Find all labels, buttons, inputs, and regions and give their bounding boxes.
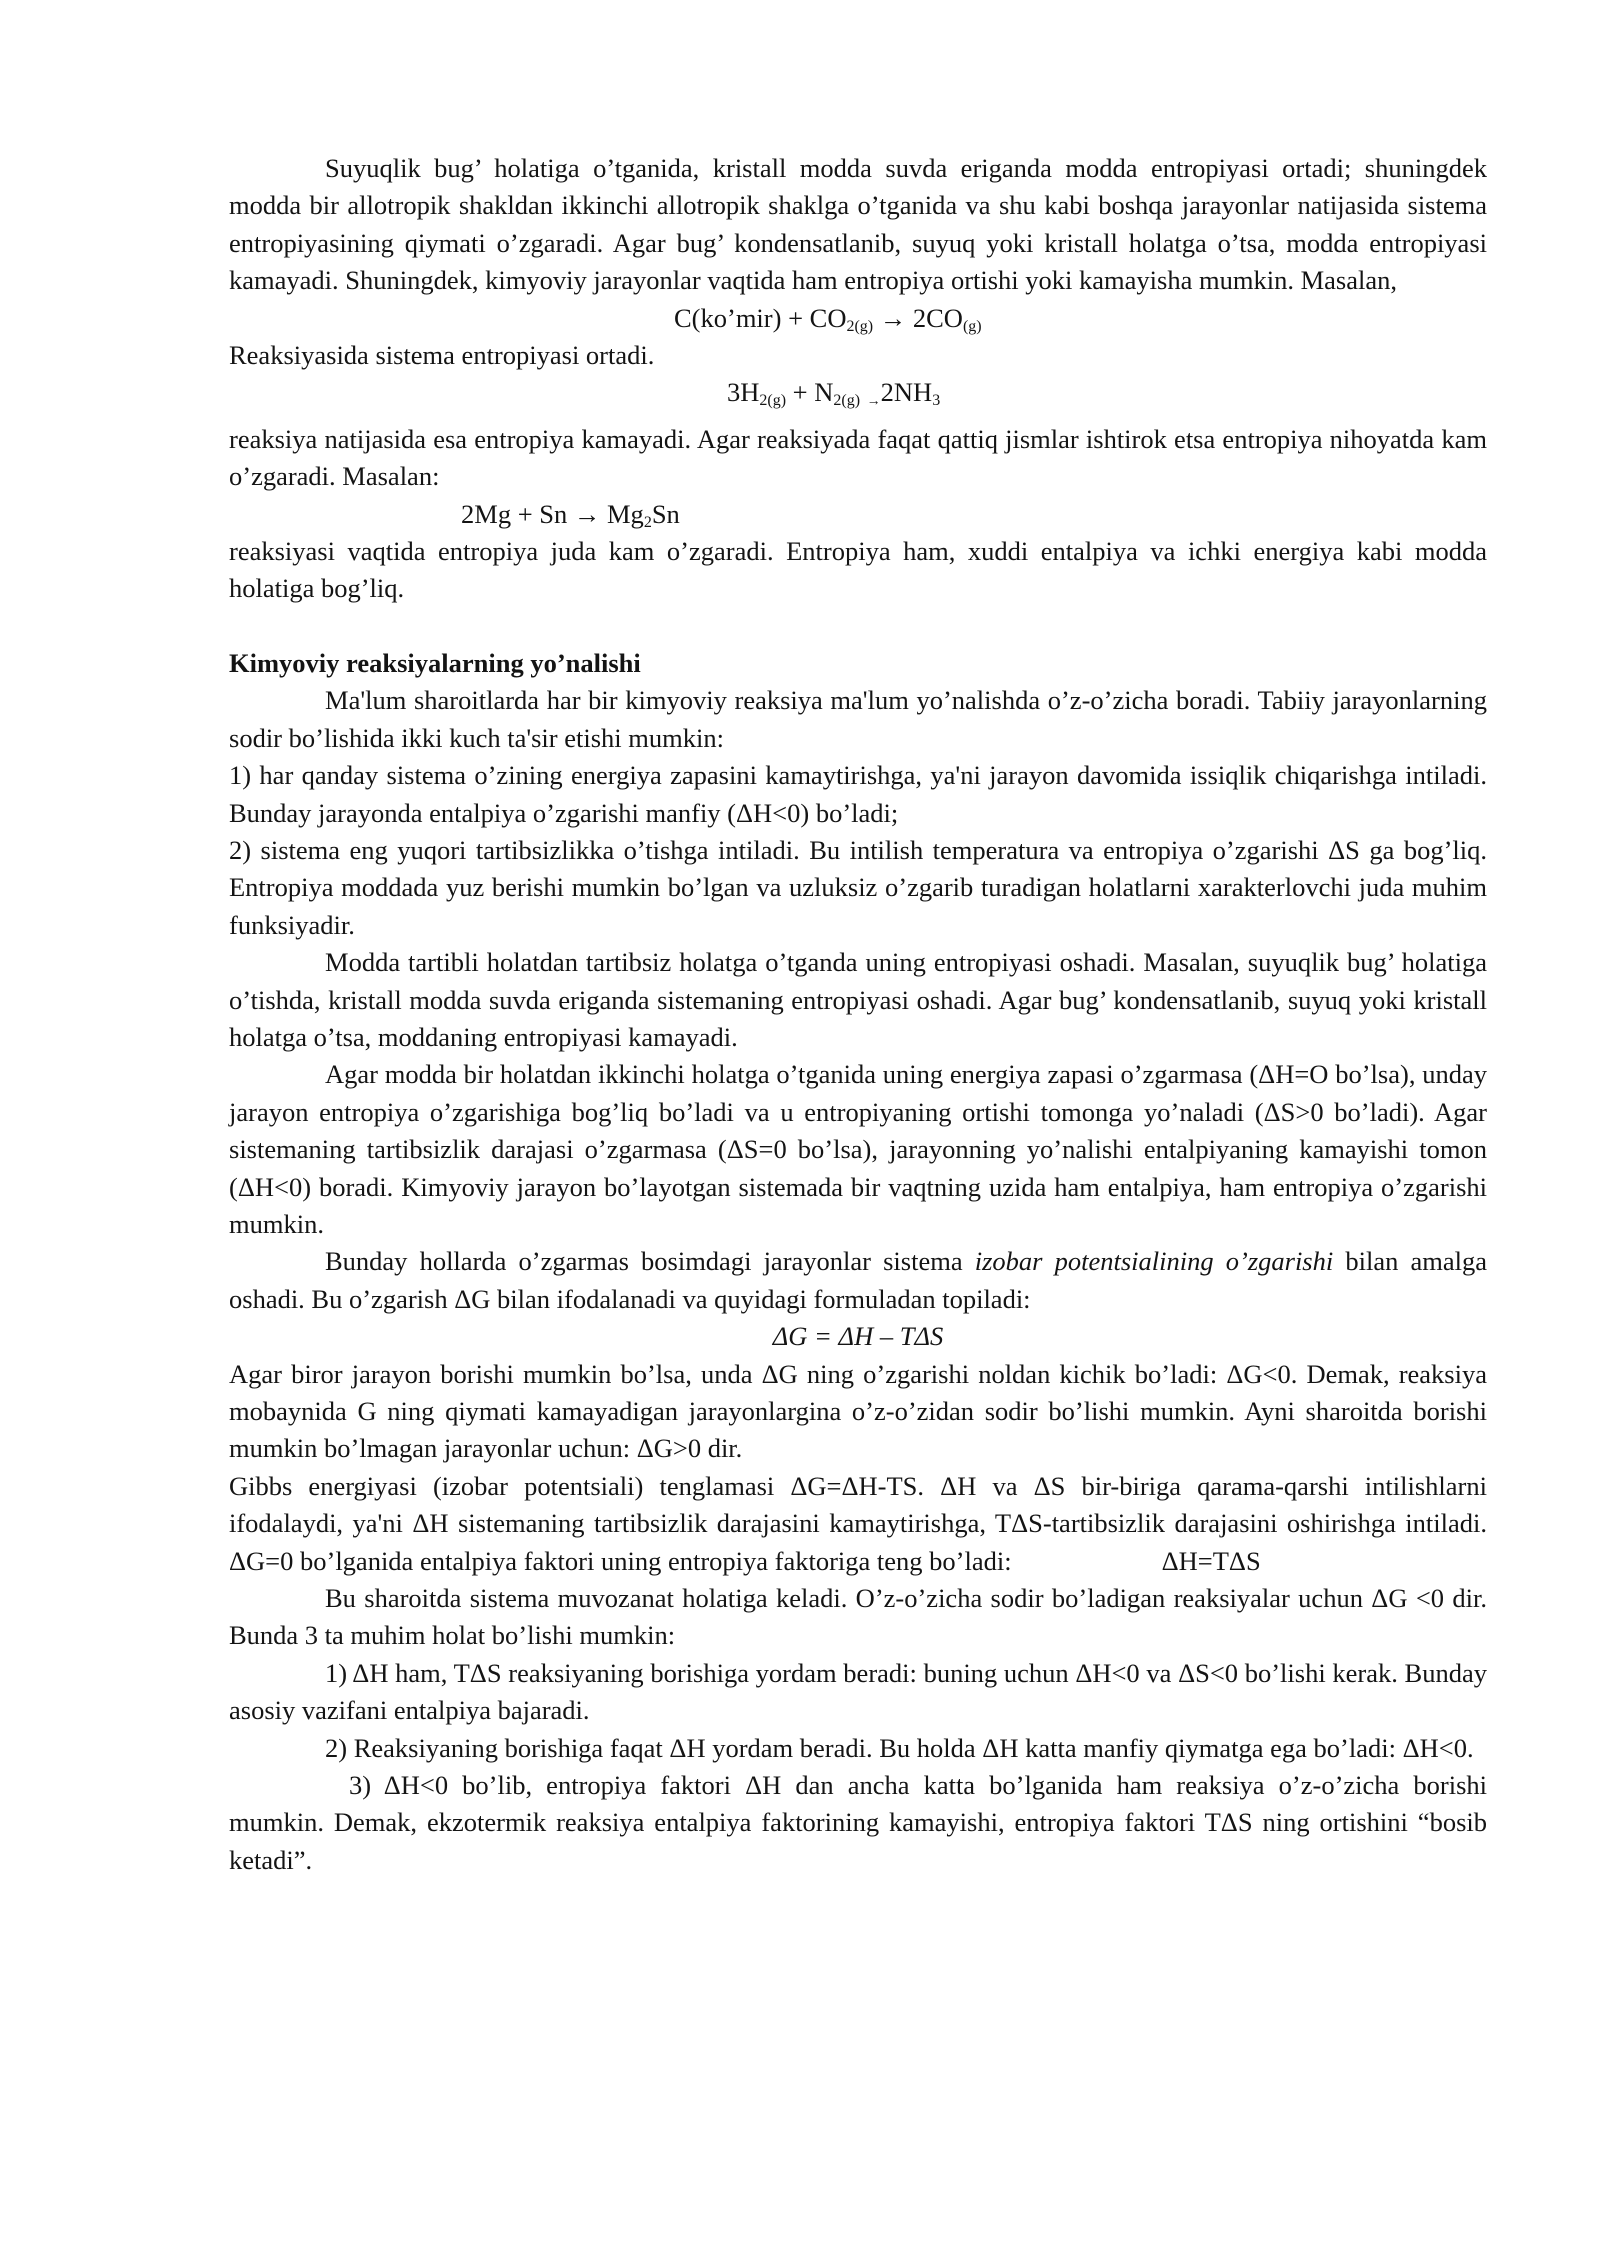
paragraph: Reaksiyasida sistema entropiyasi ortadi. [229, 340, 655, 371]
case-item: 3) ΔH<0 bo’lib, entropiya faktori ΔH dan ancha katta bo’lganida ham reaksiya o’z-o’zicha borishi mumkin. Demak, ekzotermik reaksiya entalpiya faktorining kamayishi, entropiya faktori TΔS ning ortishini “bosib ketadi”. [229, 1770, 1487, 1875]
paragraph: Bu sharoitda sistema muvozanat holatiga keladi. O’z-o’zicha sodir bo’ladigan reaksiyalar uchun ΔG <0 dir. Bunda 3 ta muhim holat bo’lishi mumkin: [229, 1583, 1487, 1651]
equation-ammonia: $3H_{2(g)} + N_{2(g)} \to 2NH_3$ [727, 377, 941, 410]
paragraph: Suyuqlik bug’ holatiga o’tganida, kristall modda suvda eriganda modda entropiyasi ortadi; shuningdek modda bir allotropik shakldan ikkinchi allotropik shaklga o’tganida va shu kabi boshqa jarayonlar natijasida sistema entropiyasining qiymati o’zgaradi. Agar bug’ kondensatlanib, suyuq yoki kristall holatga o’tsa, modda entropiyasi kamayadi. Shuningdek, kimyoviy jarayonlar vaqtida ham entropiya ortishi yoki kamayisha mumkin. Masalan, [229, 153, 1487, 296]
equation-mg2sn: $2Mg + Sn \to Mg_2Sn$ [461, 498, 680, 531]
equation-carbon-co2: C(ko’mir) + $CO_{2(g)} \to 2CO_{(g)}$ [674, 302, 982, 335]
section-heading: Kimyoviy reaksiyalarning yo’nalishi [229, 647, 641, 678]
document-page [229, 150, 1487, 1879]
paragraph: Ma'lum sharoitlarda har bir kimyoviy reaksiya ma'lum yo’nalishda o’z-o’zicha boradi. Tabiiy jarayonlarning sodir bo’lishida ikki kuch ta'sir etishi mumkin: [229, 685, 1487, 753]
paragraph: Gibbs energiyasi (izobar potentsiali) tenglamasi ΔG=ΔH-TS. ΔH va ΔS bir-biriga qarama-qarshi intilishlarni ifodalaydi, ya'ni ΔH sistemaning tartibsizlik darajasini kamaytirishga, TΔS-tartibsizlik darajasini oshirishga intiladi. ΔG=0 bo’lganida entalpiya faktori uning entropiya faktoriga teng bo’ladi: ΔH=TΔS [229, 1470, 1487, 1576]
italic-term: izobar potentsialining o’zgarishi [974, 1246, 1334, 1277]
paragraph: Agar modda bir holatdan ikkinchi holatga o’tganida uning energiya zapasi o’zgarmasa (ΔH=O bo’lsa), unday jarayon entropiya o’zgarishiga bog’liq bo’ladi va u entropiyaning ortishi tomonga yo’naladi (ΔS>0 bo’ladi). Agar sistemaning tartibsizlik darajasi o’zgarmasa (ΔS=0 bo’lsa), jarayonning yo’nalishi entalpiyaning kamayishi tomon (ΔH<0) boradi. Kimyoviy jarayon bo’layotgan sistemada bir vaqtning uzida ham entalpiya, ham entropiya o’zgarishi mumkin. [229, 1059, 1487, 1239]
paragraph: Bunday hollarda o’zgarmas bosimdagi jarayonlar sistema izobar potentsialining o’zgarishi bilan amalga oshadi. Bu o’zgarish ΔG bilan ifodalanadi va quyidagi formuladan topiladi: [229, 1246, 1487, 1314]
paragraph: Modda tartibli holatdan tartibsiz holatga o’tganda uning entropiyasi oshadi. Masalan, suyuqlik bug’ holatiga o’tishda, kristall modda suvda eriganda sistemaning entropiyasi oshadi. Agar bug’ kondensatlanib, suyuq yoki kristall holatga o’tsa, moddaning entropiyasi kamayadi. [229, 947, 1487, 1052]
paragraph: Agar biror jarayon borishi mumkin bo’lsa, unda ΔG ning o’zgarishi noldan kichik bo’ladi: ΔG<0. Demak, reaksiya mobaynida G ning qiymati kamayadigan jarayonlargina o’z-o’zidan sodir bo’lishi mumkin. Ayni sharoitda borishi mumkin bo’lmagan jarayonlar uchun: ΔG>0 dir. [229, 1358, 1487, 1464]
case-item: 2) Reaksiyaning borishiga faqat ΔH yordam beradi. Bu holda ΔH katta manfiy qiymatga ega bo’ladi: ΔH<0. [325, 1732, 1474, 1763]
case-item: 1) ΔH ham, TΔS reaksiyaning borishiga yordam beradi: buning uchun ΔH<0 va ΔS<0 bo’lishi kerak. Bunday asosiy vazifani entalpiya bajaradi. [229, 1657, 1487, 1726]
list-item: 2) sistema eng yuqori tartibsizlikka o’tishga intiladi. Bu intilish temperatura va entropiya o’zgarishi ΔS ga bog’liq. Entropiya moddada yuz berishi mumkin bo’lgan va uzluksiz o’zgarib turadigan holatlarni xarakterlovchi juda muhim funksiyadir. [229, 834, 1487, 940]
equilibrium-equation: ΔH=TΔS [1161, 1545, 1261, 1576]
paragraph: reaksiyasi vaqtida entropiya juda kam o’zgaradi. Entropiya ham, xuddi entalpiya va ichki energiya kabi modda holatiga bog’liq. [229, 536, 1487, 604]
gibbs-formula: ΔG = ΔH – TΔS [772, 1321, 944, 1352]
list-item: 1) har qanday sistema o’zining energiya zapasini kamaytirishga, ya'ni jarayon davomida issiqlik chiqarishga intiladi. Bunday jarayonda entalpiya o’zgarishi manfiy (ΔH<0) bo’ladi; [229, 760, 1487, 828]
paragraph: reaksiya natijasida esa entropiya kamayadi. Agar reaksiyada faqat qattiq jismlar ishtirok etsa entropiya nihoyatda kam o’zgaradi. Masalan: [229, 423, 1487, 492]
